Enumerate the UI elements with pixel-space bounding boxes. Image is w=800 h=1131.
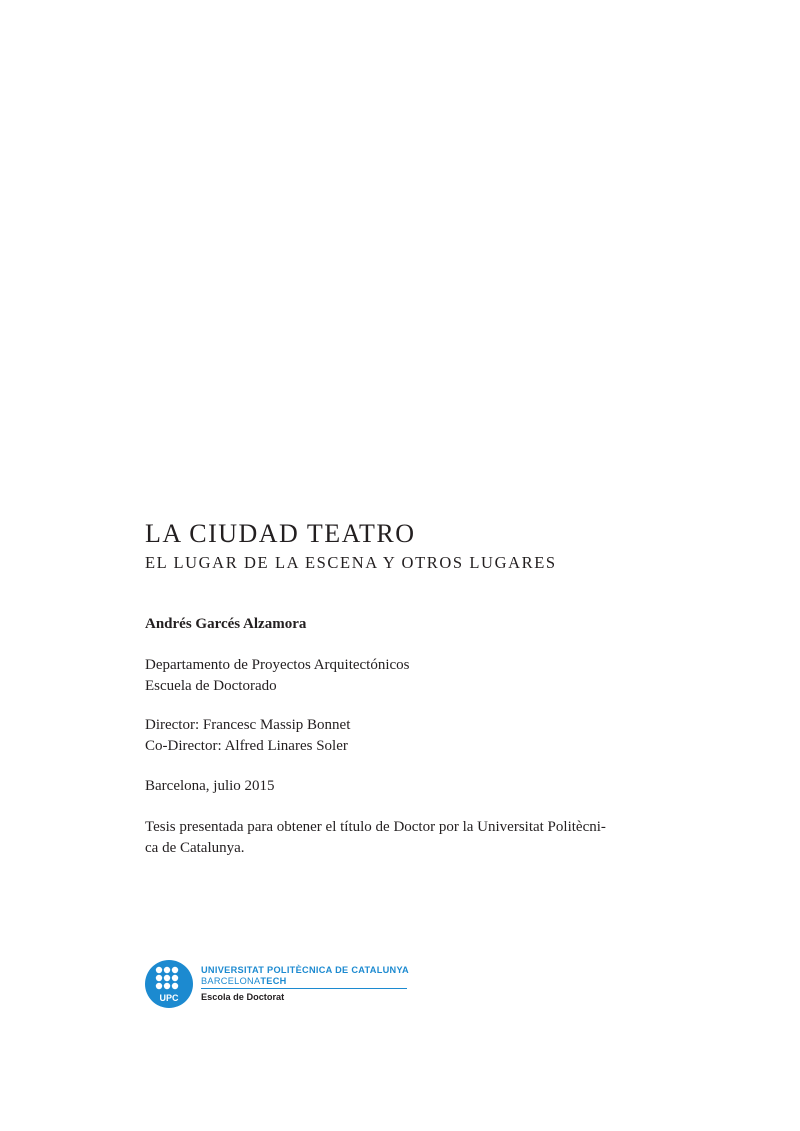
place-date (145, 776, 275, 797)
university-campus (201, 976, 287, 986)
upc-logo-mark (145, 960, 193, 1008)
author-name: Andrés Garcés Alzamora (145, 616, 307, 632)
campus-bold: TECH (260, 976, 287, 986)
thesis-title: LA CIUDAD TEATRO (145, 519, 416, 548)
place-date-text: Barcelona, julio 2015 (145, 778, 275, 794)
upc-dots-icon (145, 960, 193, 1008)
director-line: Director: Francesc Massip Bonnet (145, 717, 351, 733)
thesis-note-line-1: Tesis presentada para obtener el título de Doctor por la Universitat Politècni- (145, 819, 606, 835)
logo-divider (201, 988, 407, 989)
thesis-note (145, 817, 606, 858)
department-block (145, 655, 410, 696)
campus-regular: BARCELONA (201, 976, 261, 986)
school-name: Escuela de Doctorado (145, 677, 277, 694)
thesis-subtitle: EL LUGAR DE LA ESCENA Y OTROS LUGARES (145, 553, 557, 572)
department-name: Departamento de Proyectos Arquitectónicos (145, 657, 410, 673)
directors-block (145, 715, 350, 756)
co-director-line: Co-Director: Alfred Linares Soler (145, 737, 348, 754)
upc-mark-text: UPC (159, 993, 179, 1003)
thesis-note-line-2: ca de Catalunya. (145, 839, 245, 856)
doctoral-school-name: Escola de Doctorat (201, 992, 285, 1002)
university-name: UNIVERSITAT POLITÈCNICA DE CATALUNYA (201, 965, 409, 975)
upc-logo (145, 960, 415, 1010)
